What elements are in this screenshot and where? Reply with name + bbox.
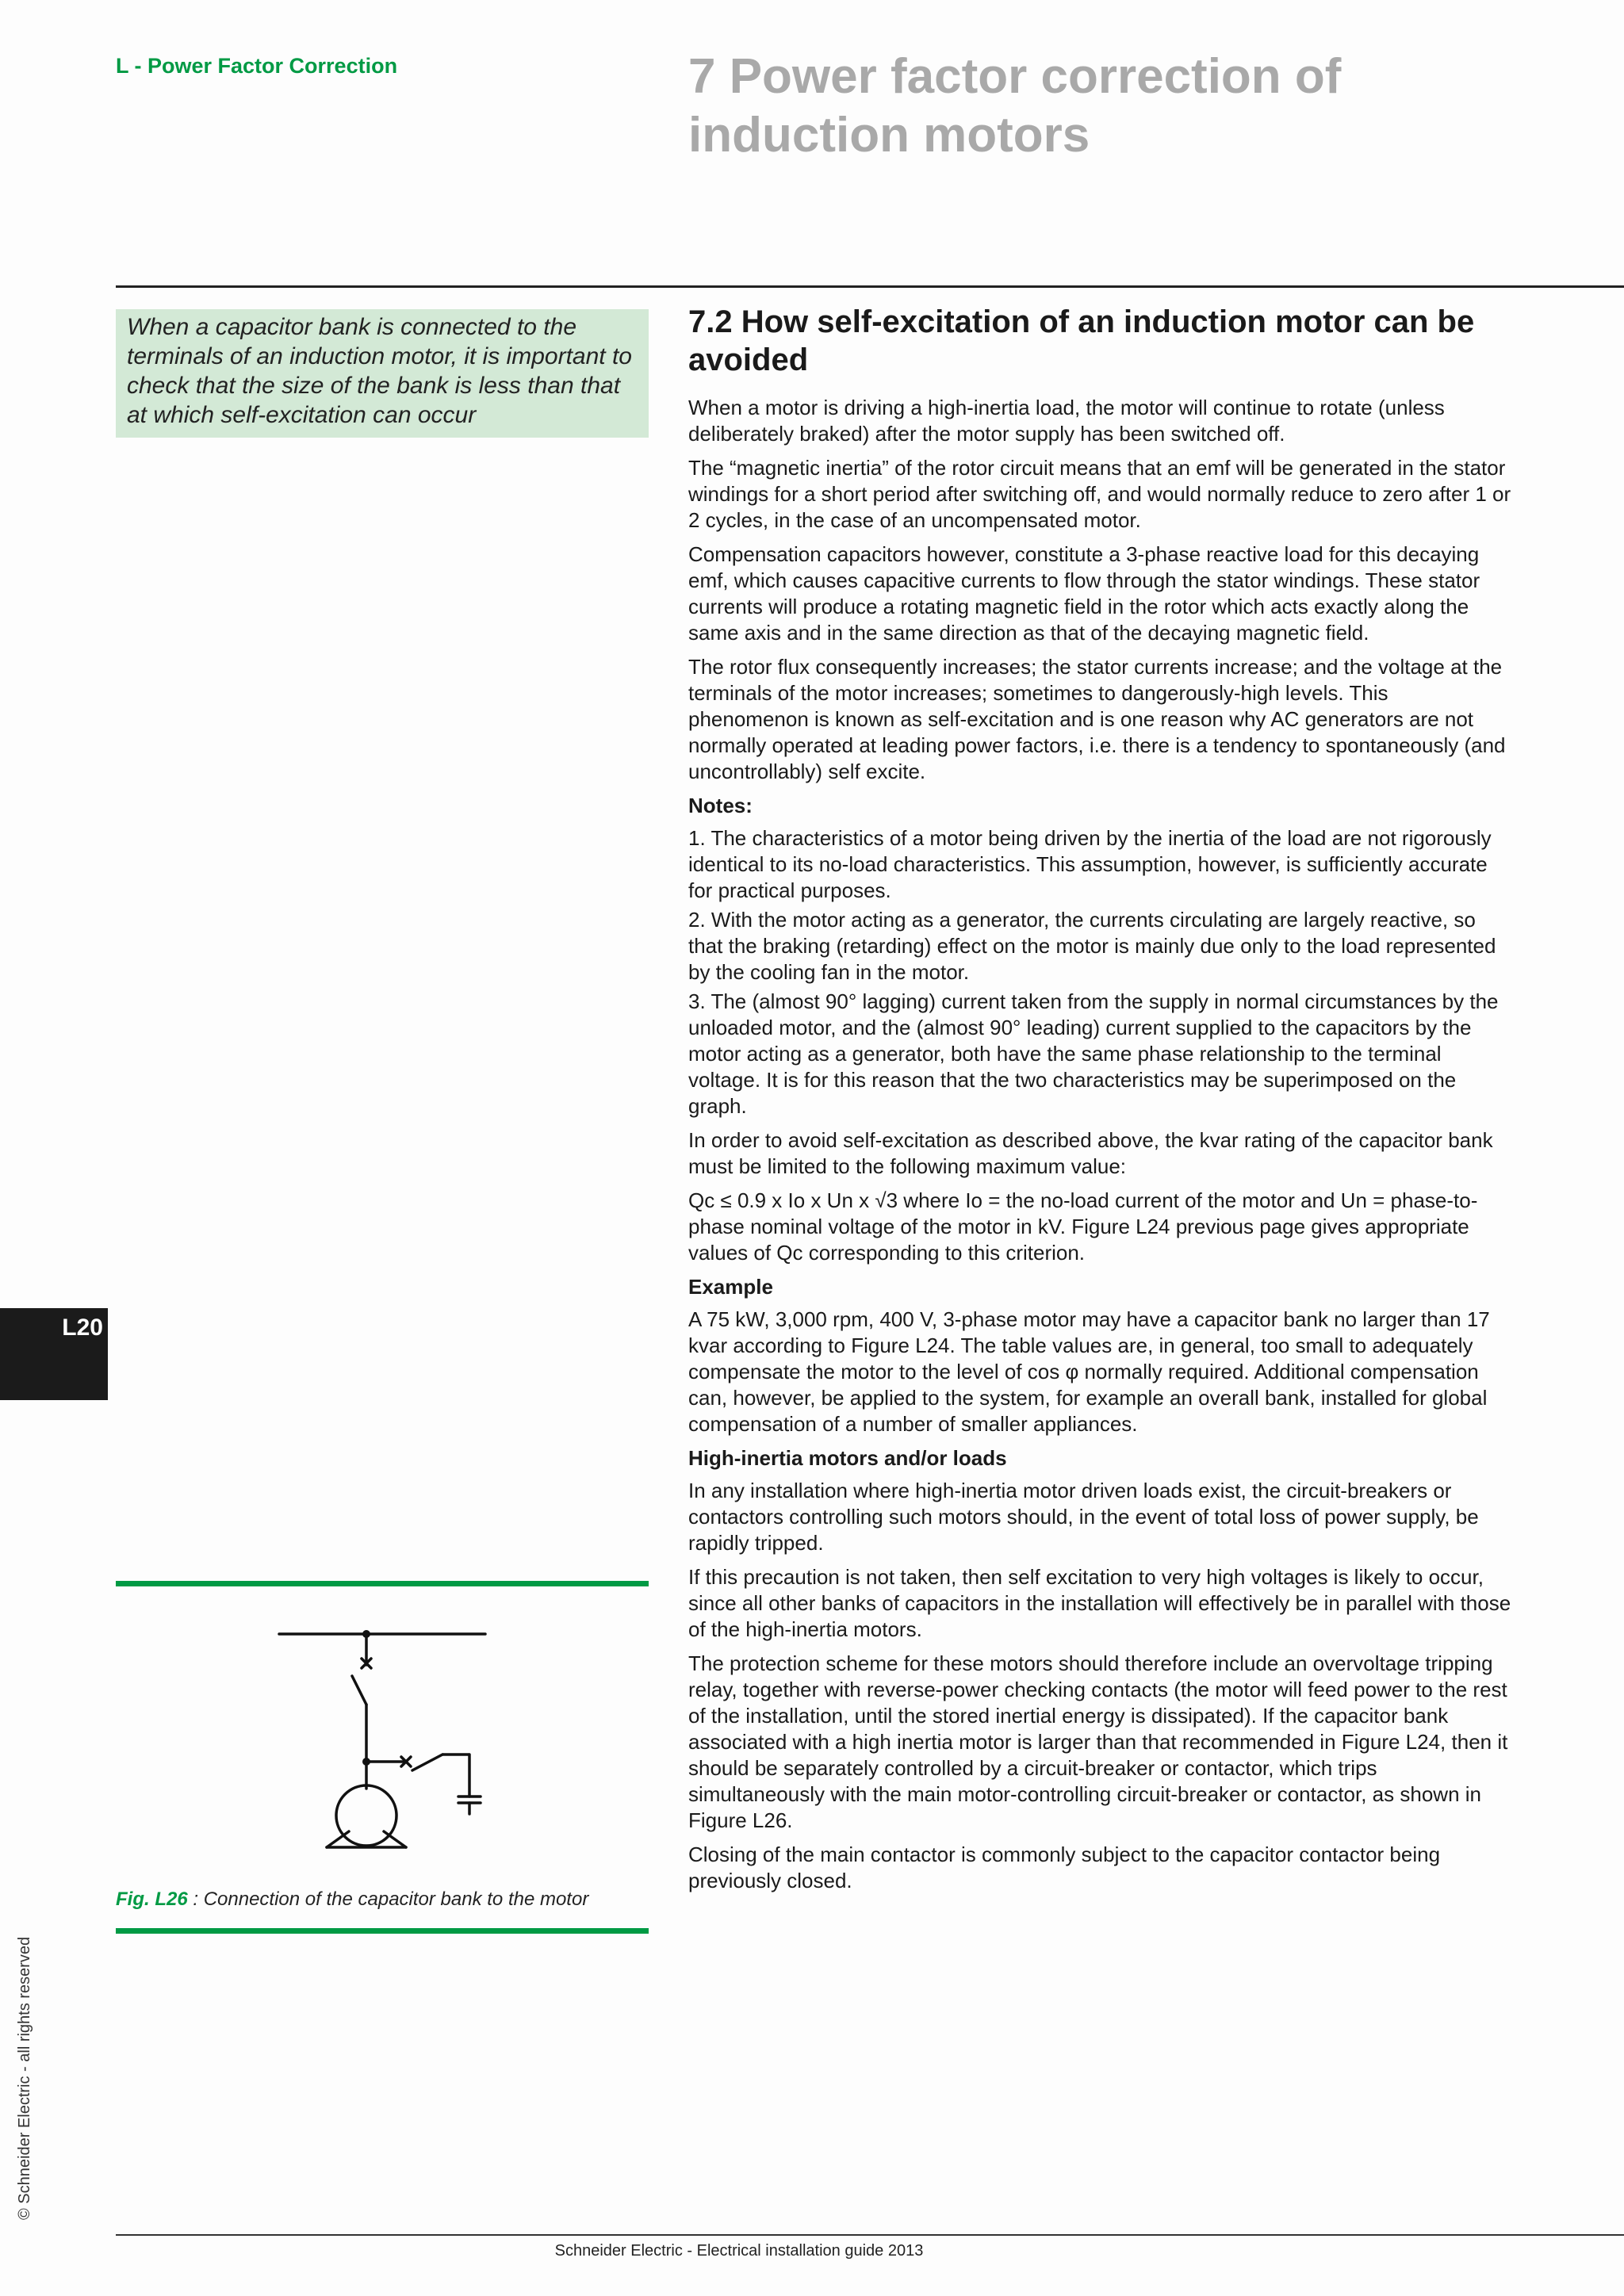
bottom-divider [116, 2234, 1624, 2236]
summary-box [116, 309, 649, 438]
page-number: L20 [62, 1314, 103, 1341]
junction-dot [362, 1630, 370, 1638]
motor-symbol [336, 1785, 396, 1846]
paragraph: In any installation where high-inertia motor driven loads exist, the circuit-breakers or contactors controlling such motors should, in the event of total loss of power supply, be rapidly tripped. [688, 1479, 1479, 1555]
capacitor-switch-blade [412, 1755, 442, 1770]
junction-dot [362, 1758, 370, 1766]
example-heading: Example [688, 1275, 773, 1299]
section-title: 7.2 How self-excitation of an induction motor can be avoided [688, 304, 1475, 377]
motor-capacitor-diagram [270, 1617, 508, 1871]
note-item: 1. The characteristics of a motor being driven by the inertia of the load are not rigorously identical to its no-load characteristics. This assumption, however, is sufficiently accurate for practical purposes. [688, 826, 1492, 902]
chapter-title: 7 Power factor correction of induction motors [688, 49, 1342, 163]
figure-caption-text: : Connection of the capacitor bank to the motor [187, 1888, 589, 1910]
paragraph: Closing of the main contactor is commonly subject to the capacitor contactor being previously closed. [688, 1843, 1441, 1892]
paragraph: The protection scheme for these motors should therefore include an overvoltage tripping relay, together with reverse-power checking contacts (the motor will feed power to the rest of the installation, until the stored inertial energy is dissipated). If the capacitor bank associated with a high inertia motor is larger than that recommended in Figure L24, then it should be separately controlled by a circuit-breaker or contactor, which trips simultaneously with the main motor-controlling circuit-breaker or contactor, as shown in Figure L26. [688, 1651, 1508, 1832]
motor-base [384, 1831, 406, 1847]
formula-paragraph: Qc ≤ 0.9 x Io x Un x √3 where Io = the no-load current of the motor and Un = phase-to-phase nominal voltage of the motor in kV. Figure L24 previous page gives appropriate values of Qc corresponding to this criterion. [688, 1188, 1478, 1265]
note-item: 3. The (almost 90° lagging) current taken from the supply in normal circumstances by the unloaded motor, and the (almost 90° leading) current supplied to the capacitors by the motor acting as a generator, both have the same phase relationship to the terminal voltage. It is for this reason that the two characteristics may be superimposed on the graph. [688, 989, 1499, 1118]
paragraph: When a motor is driving a high-inertia load, the motor will continue to rotate (unless deliberately braked) after the motor supply has been switched off. [688, 396, 1445, 446]
notes-heading: Notes: [688, 794, 753, 817]
main-content [688, 303, 1513, 1902]
paragraph: Compensation capacitors however, constitute a 3-phase reactive load for this decaying emf, which causes capacitive currents to flow through the stator windings. These stator currents will produce a rotating magnetic field in the rotor which acts exactly along the same axis and in the same direction as that of the decaying magnetic field. [688, 542, 1480, 645]
motor-switch-blade [352, 1676, 366, 1705]
section-label: L - Power Factor Correction [116, 54, 398, 78]
copyright: © Schneider Electric - all rights reserved [16, 1936, 33, 2220]
page-tab [0, 1308, 108, 1400]
paragraph: In order to avoid self-excitation as described above, the kvar rating of the capacitor bank must be limited to the following maximum value: [688, 1128, 1493, 1178]
figure-top-rule [116, 1581, 649, 1586]
inertia-heading: High-inertia motors and/or loads [688, 1446, 1007, 1470]
note-item: 2. With the motor acting as a generator, the currents circulating are largely reactive, so that the braking (retarding) effect on the motor is mainly due only to the load represented by the cooling fan in the motor. [688, 908, 1496, 984]
paragraph: If this precaution is not taken, then self excitation to very high voltages is likely to occur, since all other banks of capacitors in the installation will effectively be in parallel with those of the high-inertia motors. [688, 1565, 1511, 1641]
figure-number: Fig. L26 [116, 1888, 188, 1910]
top-divider [116, 285, 1624, 288]
paragraph: The “magnetic inertia” of the rotor circuit means that an emf will be generated in the stator windings for a short period after switching off, and would normally reduce to zero after 1 or 2 cycles, in the case of an uncompensated motor. [688, 456, 1511, 532]
paragraph: A 75 kW, 3,000 rpm, 400 V, 3-phase motor may have a capacitor bank no larger than 17 kvar according to Figure L24. The table values are, in general, too small to adequately compensate the motor to the level of cos φ normally required. Additional compensation can, however, be applied to the system, for example an overall bank, installed for global compensation of a number of smaller appliances. [688, 1307, 1490, 1436]
figure-caption [116, 1888, 649, 1911]
figure-bottom-rule [116, 1928, 649, 1934]
paragraph: The rotor flux consequently increases; the stator currents increase; and the voltage at the terminals of the motor increases; sometimes to dangerously-high levels. This phenomenon is known as self-excitation and is one reason why AC generators are not normally operated at leading power factors, i.e. there is a tendency to spontaneously (and uncontrollably) self excite. [688, 655, 1506, 783]
footer: Schneider Electric - Electrical installation guide 2013 [554, 2242, 924, 2260]
motor-base [327, 1831, 349, 1847]
summary-text: When a capacitor bank is connected to the terminals of an induction motor, it is important to check that the size of the bank is less than that at which self-excitation can occur [127, 314, 632, 428]
